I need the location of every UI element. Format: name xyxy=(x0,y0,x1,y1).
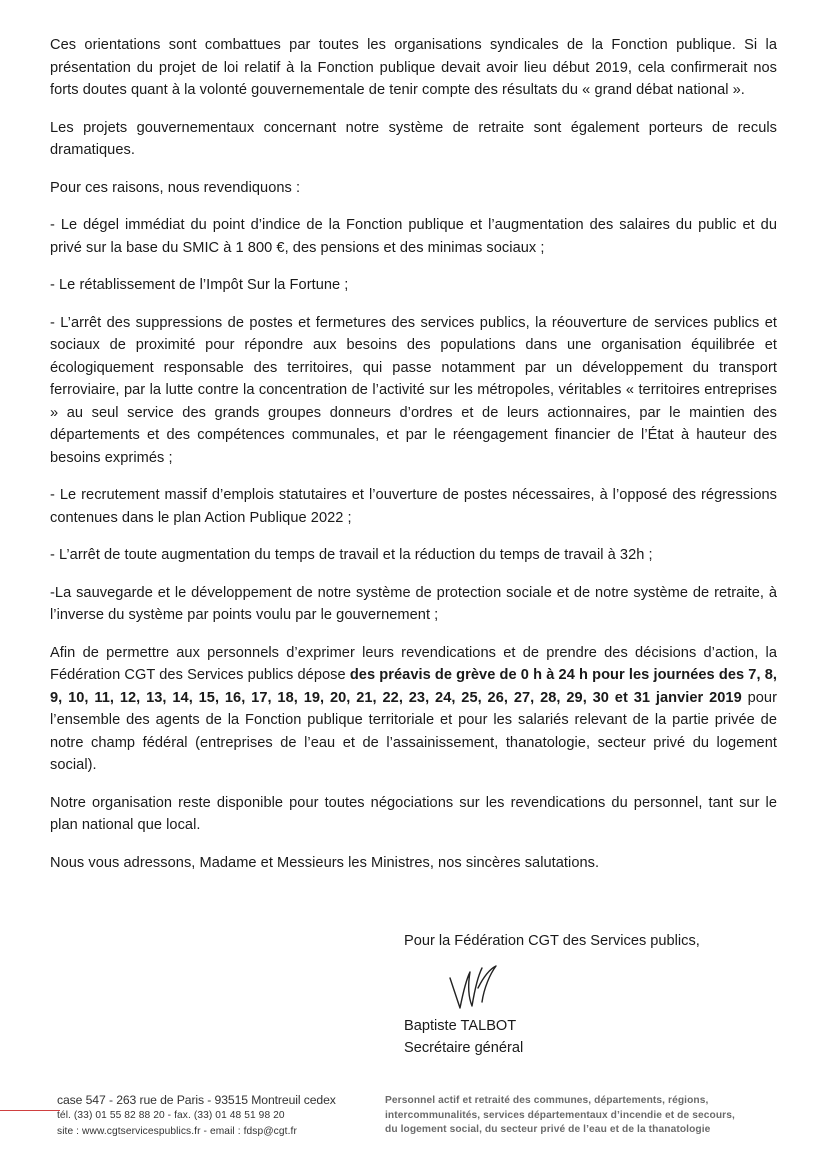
footer-phone: tél. (33) 01 55 82 88 20 - fax. (33) 01 48 51 98 20 xyxy=(57,1110,285,1121)
paragraph-orientations: Ces orientations sont combattues par toutes les organisations syndicales de la Fonction publique. Si la présentation du projet de loi relatif à la Fonction publique devait avoir lieu début 2019, cela confirmerait nos forts doutes quant à la volonté gouvernementale de tenir compte des résultats du « grand débat national ». xyxy=(50,37,777,98)
paragraph-salutations: Nous vous adressons, Madame et Messieurs les Ministres, nos sincères salutations. xyxy=(50,854,600,871)
claim-isf: - Le rétablissement de l’Impôt Sur la Fortune ; xyxy=(50,277,349,293)
footer-contact xyxy=(57,1092,347,1140)
footer-scope-line: Personnel actif et retraité des communes, départements, régions, xyxy=(385,1095,709,1106)
handwritten-signature xyxy=(444,958,504,1013)
paragraph-retraite: Les projets gouvernementaux concernant notre système de retraite sont également porteurs de reculs dramatiques. xyxy=(50,119,777,158)
preavis-intro: Afin de permettre aux personnels d’exprimer leurs revendications et de prendre des décisions d’action, la Fédération CGT des Services publics dépose xyxy=(50,644,777,683)
signer xyxy=(404,1015,523,1059)
claim-protection-sociale: -La sauvegarde et le développement de notre système de protection sociale et de notre système de retraite, à l’inverse du système par points voulu par le gouvernement ; xyxy=(50,584,777,623)
claim-point-indice: - Le dégel immédiat du point d’indice de la Fonction publique et l’augmentation des salaires du public et du privé sur la base du SMIC à 1 800 €, des pensions et des minimas sociaux ; xyxy=(50,217,777,256)
preavis-scope: pour l’ensemble des agents de la Fonction publique territoriale et pour les salariés relevant de la partie privée de notre champ fédéral (entreprises de l’eau et de l’assainissement, thanatologie, secteur privé du logement social). xyxy=(50,689,778,773)
footer-scope xyxy=(385,1094,765,1138)
paragraph-revendiquons: Pour ces raisons, nous revendiquons : xyxy=(50,179,301,196)
signature-on-behalf: Pour la Fédération CGT des Services publics, xyxy=(404,933,700,949)
claim-temps-travail: - L’arrêt de toute augmentation du temps de travail et la réduction du temps de travail à 32h ; xyxy=(50,547,653,563)
signature-block xyxy=(404,930,784,1056)
paragraph-preavis xyxy=(50,642,777,777)
footer-scope-line: du logement social, du secteur privé de l’eau et de la thanatologie xyxy=(385,1124,711,1135)
letter-body xyxy=(50,34,777,889)
footer-address: case 547 - 263 rue de Paris - 93515 Montreuil cedex xyxy=(57,1093,336,1107)
claim-recrutement: - Le recrutement massif d’emplois statutaires et l’ouverture de postes nécessaires, à l’opposé des régressions contenues dans le plan Action Publique 2022 ; xyxy=(50,487,777,526)
preavis-dates: des préavis de grève de 0 h à 24 h pour les journées des 7, 8, 9, 10, 11, 12, 13, 14, 15, 16, 17, 18, 19, 20, 21, 22, 23, 24, 25, 26, 27, 28, 29, 30 et 31 janvier 2019 xyxy=(50,667,777,706)
footer-scope-line: intercommunalités, services départementaux d’incendie et de secours, xyxy=(385,1109,735,1121)
signer-role: Secrétaire général xyxy=(404,1040,524,1056)
footer-red-rule xyxy=(0,1110,60,1111)
claim-services-publics: - L’arrêt des suppressions de postes et fermetures des services publics, la réouverture de services publics et sociaux de proximité pour répondre aux besoins des populations dans une organisation équilibrée et écologiquement responsable des territoires, qui passe notamment par un développement du transport ferroviaire, par la lutte contre la concentration de l’activité sur les métropoles, véritables « territoires entreprises » au seul service des grands groupes donneurs d’ordres et de leurs actionnaires, par le maintien des départements et des compétences communales, et par le réengagement financier de l’État à hauteur des besoins exprimés ; xyxy=(50,314,777,466)
paragraph-disponible: Notre organisation reste disponible pour toutes négociations sur les revendications du personnel, tant sur le plan national que local. xyxy=(50,794,777,833)
footer-web: site : www.cgtservicespublics.fr - email : fdsp@cgt.fr xyxy=(57,1126,297,1137)
signer-name: Baptiste TALBOT xyxy=(404,1018,517,1034)
